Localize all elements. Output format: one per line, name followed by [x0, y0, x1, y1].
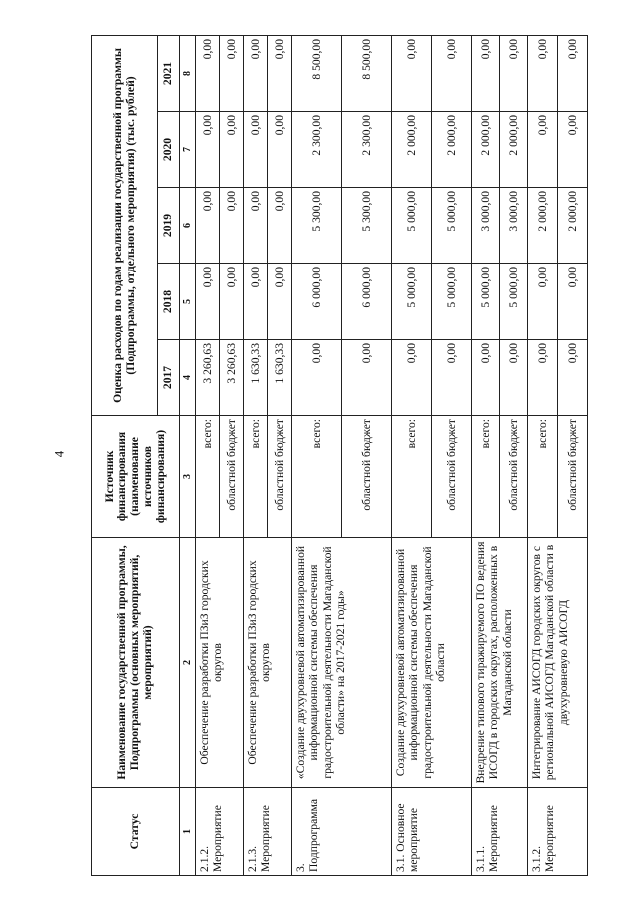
row-value: 6 000,00 [342, 264, 392, 340]
row-value: 0,00 [244, 35, 268, 111]
row-value: 0,00 [196, 112, 220, 188]
row-value: 0,00 [558, 112, 588, 188]
row-value: 0,00 [528, 340, 558, 416]
row-name: Интегрирование АИСОГД городских округов с региональной АИСОГД Магаданской области в двухуровневую АИСОГД [528, 538, 588, 788]
row-value: 0,00 [528, 264, 558, 340]
row-value: 0,00 [292, 340, 342, 416]
header-status: Статус [92, 788, 180, 876]
row-value: 8 500,00 [292, 35, 342, 111]
row-value: 0,00 [220, 112, 244, 188]
column-number: 5 [180, 264, 196, 340]
table-row [196, 35, 220, 875]
row-value: 5 000,00 [500, 264, 528, 340]
row-value: 0,00 [342, 340, 392, 416]
header-name: Наименование государственной программы, Подпрограммы (основных мероприятий, мероприятий) [92, 538, 180, 788]
column-number: 8 [180, 35, 196, 111]
table-row [472, 35, 500, 875]
row-value: 5 000,00 [432, 188, 472, 264]
row-value: 0,00 [392, 35, 432, 111]
row-value: 2 000,00 [472, 112, 500, 188]
table-row [292, 35, 342, 875]
row-value: 1 630,33 [268, 340, 292, 416]
row-value: 0,00 [244, 112, 268, 188]
row-status: 3.1.2. Мероприятие [528, 788, 588, 876]
column-number: 7 [180, 112, 196, 188]
row-name: Обеспечение разработки ПЗиЗ городских округов [196, 538, 244, 788]
row-value: 2 300,00 [292, 112, 342, 188]
row-status: 3.1.1. Мероприятие [472, 788, 528, 876]
column-number: 2 [180, 538, 196, 788]
header-year: 2018 [158, 264, 180, 340]
row-name: Создание двухуровневой автоматизированной информационной системы обеспечения градостроительной деятельности Магаданской области [392, 538, 472, 788]
row-value: 3 260,63 [196, 340, 220, 416]
row-value: 0,00 [392, 340, 432, 416]
row-status: 3. Подпрограмма [292, 788, 392, 876]
column-number: 3 [180, 416, 196, 538]
row-status: 3.1. Основное мероприятие [392, 788, 472, 876]
row-value: 0,00 [196, 35, 220, 111]
row-value: 5 000,00 [432, 264, 472, 340]
row-value: 0,00 [558, 340, 588, 416]
row-name: Внедрение типового тиражируемого ПО ведения ИСОГД в городских округах, расположенных в Магаданской области [472, 538, 528, 788]
header-year: 2017 [158, 340, 180, 416]
row-source: областной бюджет [500, 416, 528, 538]
row-value: 0,00 [472, 340, 500, 416]
row-source: областной бюджет [432, 416, 472, 538]
row-value: 0,00 [528, 112, 558, 188]
row-value: 0,00 [558, 264, 588, 340]
header-estimate: Оценка расходов по годам реализации государственной программы (Подпрограммы, отдельного мероприятия) (тыс. рублей) [92, 35, 158, 415]
row-value: 0,00 [472, 35, 500, 111]
row-source: областной бюджет [220, 416, 244, 538]
row-value: 3 260,63 [220, 340, 244, 416]
row-value: 1 630,33 [244, 340, 268, 416]
row-source: областной бюджет [268, 416, 292, 538]
row-value: 5 300,00 [342, 188, 392, 264]
table-row [392, 35, 432, 875]
column-number: 4 [180, 340, 196, 416]
row-value: 2 300,00 [342, 112, 392, 188]
row-value: 6 000,00 [292, 264, 342, 340]
row-value: 5 300,00 [292, 188, 342, 264]
row-value: 8 500,00 [342, 35, 392, 111]
header-source: Источник финансирования (наименование источников финансирования) [92, 416, 180, 538]
table-body [196, 35, 588, 875]
column-number: 1 [180, 788, 196, 876]
row-value: 0,00 [268, 112, 292, 188]
row-value: 0,00 [196, 188, 220, 264]
row-value: 0,00 [268, 188, 292, 264]
budget-table [91, 35, 588, 876]
row-value: 3 000,00 [500, 188, 528, 264]
row-value: 0,00 [432, 35, 472, 111]
row-source: всего: [472, 416, 500, 538]
row-source: всего: [196, 416, 220, 538]
row-name: Обеспечение разработки ПЗиЗ городских округов [244, 538, 292, 788]
table-row [528, 35, 558, 875]
column-number: 6 [180, 188, 196, 264]
row-value: 5 000,00 [472, 264, 500, 340]
row-source: всего: [528, 416, 558, 538]
row-source: всего: [292, 416, 342, 538]
row-value: 0,00 [244, 264, 268, 340]
row-value: 3 000,00 [472, 188, 500, 264]
row-value: 5 000,00 [392, 188, 432, 264]
row-status: 2.1.2. Мероприятие [196, 788, 244, 876]
row-source: всего: [244, 416, 268, 538]
row-value: 0,00 [220, 188, 244, 264]
row-value: 5 000,00 [392, 264, 432, 340]
row-value: 2 000,00 [500, 112, 528, 188]
row-value: 0,00 [268, 264, 292, 340]
row-value: 0,00 [432, 340, 472, 416]
row-value: 0,00 [244, 188, 268, 264]
header-year: 2020 [158, 112, 180, 188]
row-value: 0,00 [528, 35, 558, 111]
row-value: 0,00 [558, 35, 588, 111]
row-value: 2 000,00 [528, 188, 558, 264]
rotated-table-container [91, 36, 579, 876]
row-value: 0,00 [220, 264, 244, 340]
table-row [244, 35, 268, 875]
header-year: 2021 [158, 35, 180, 111]
row-source: областной бюджет [342, 416, 392, 538]
row-value: 0,00 [220, 35, 244, 111]
row-value: 0,00 [196, 264, 220, 340]
row-name: «Создание двухуровневой автоматизированной информационной системы обеспечения градостроительной деятельности Магаданской области» на 2017-2021 годы» [292, 538, 392, 788]
row-source: всего: [392, 416, 432, 538]
row-status: 2.1.3. Мероприятие [244, 788, 292, 876]
row-value: 2 000,00 [432, 112, 472, 188]
header-year: 2019 [158, 188, 180, 264]
row-value: 2 000,00 [392, 112, 432, 188]
row-value: 0,00 [500, 340, 528, 416]
row-value: 0,00 [500, 35, 528, 111]
row-value: 0,00 [268, 35, 292, 111]
row-value: 2 000,00 [558, 188, 588, 264]
page-number: 4 [51, 450, 67, 458]
row-source: областной бюджет [558, 416, 588, 538]
